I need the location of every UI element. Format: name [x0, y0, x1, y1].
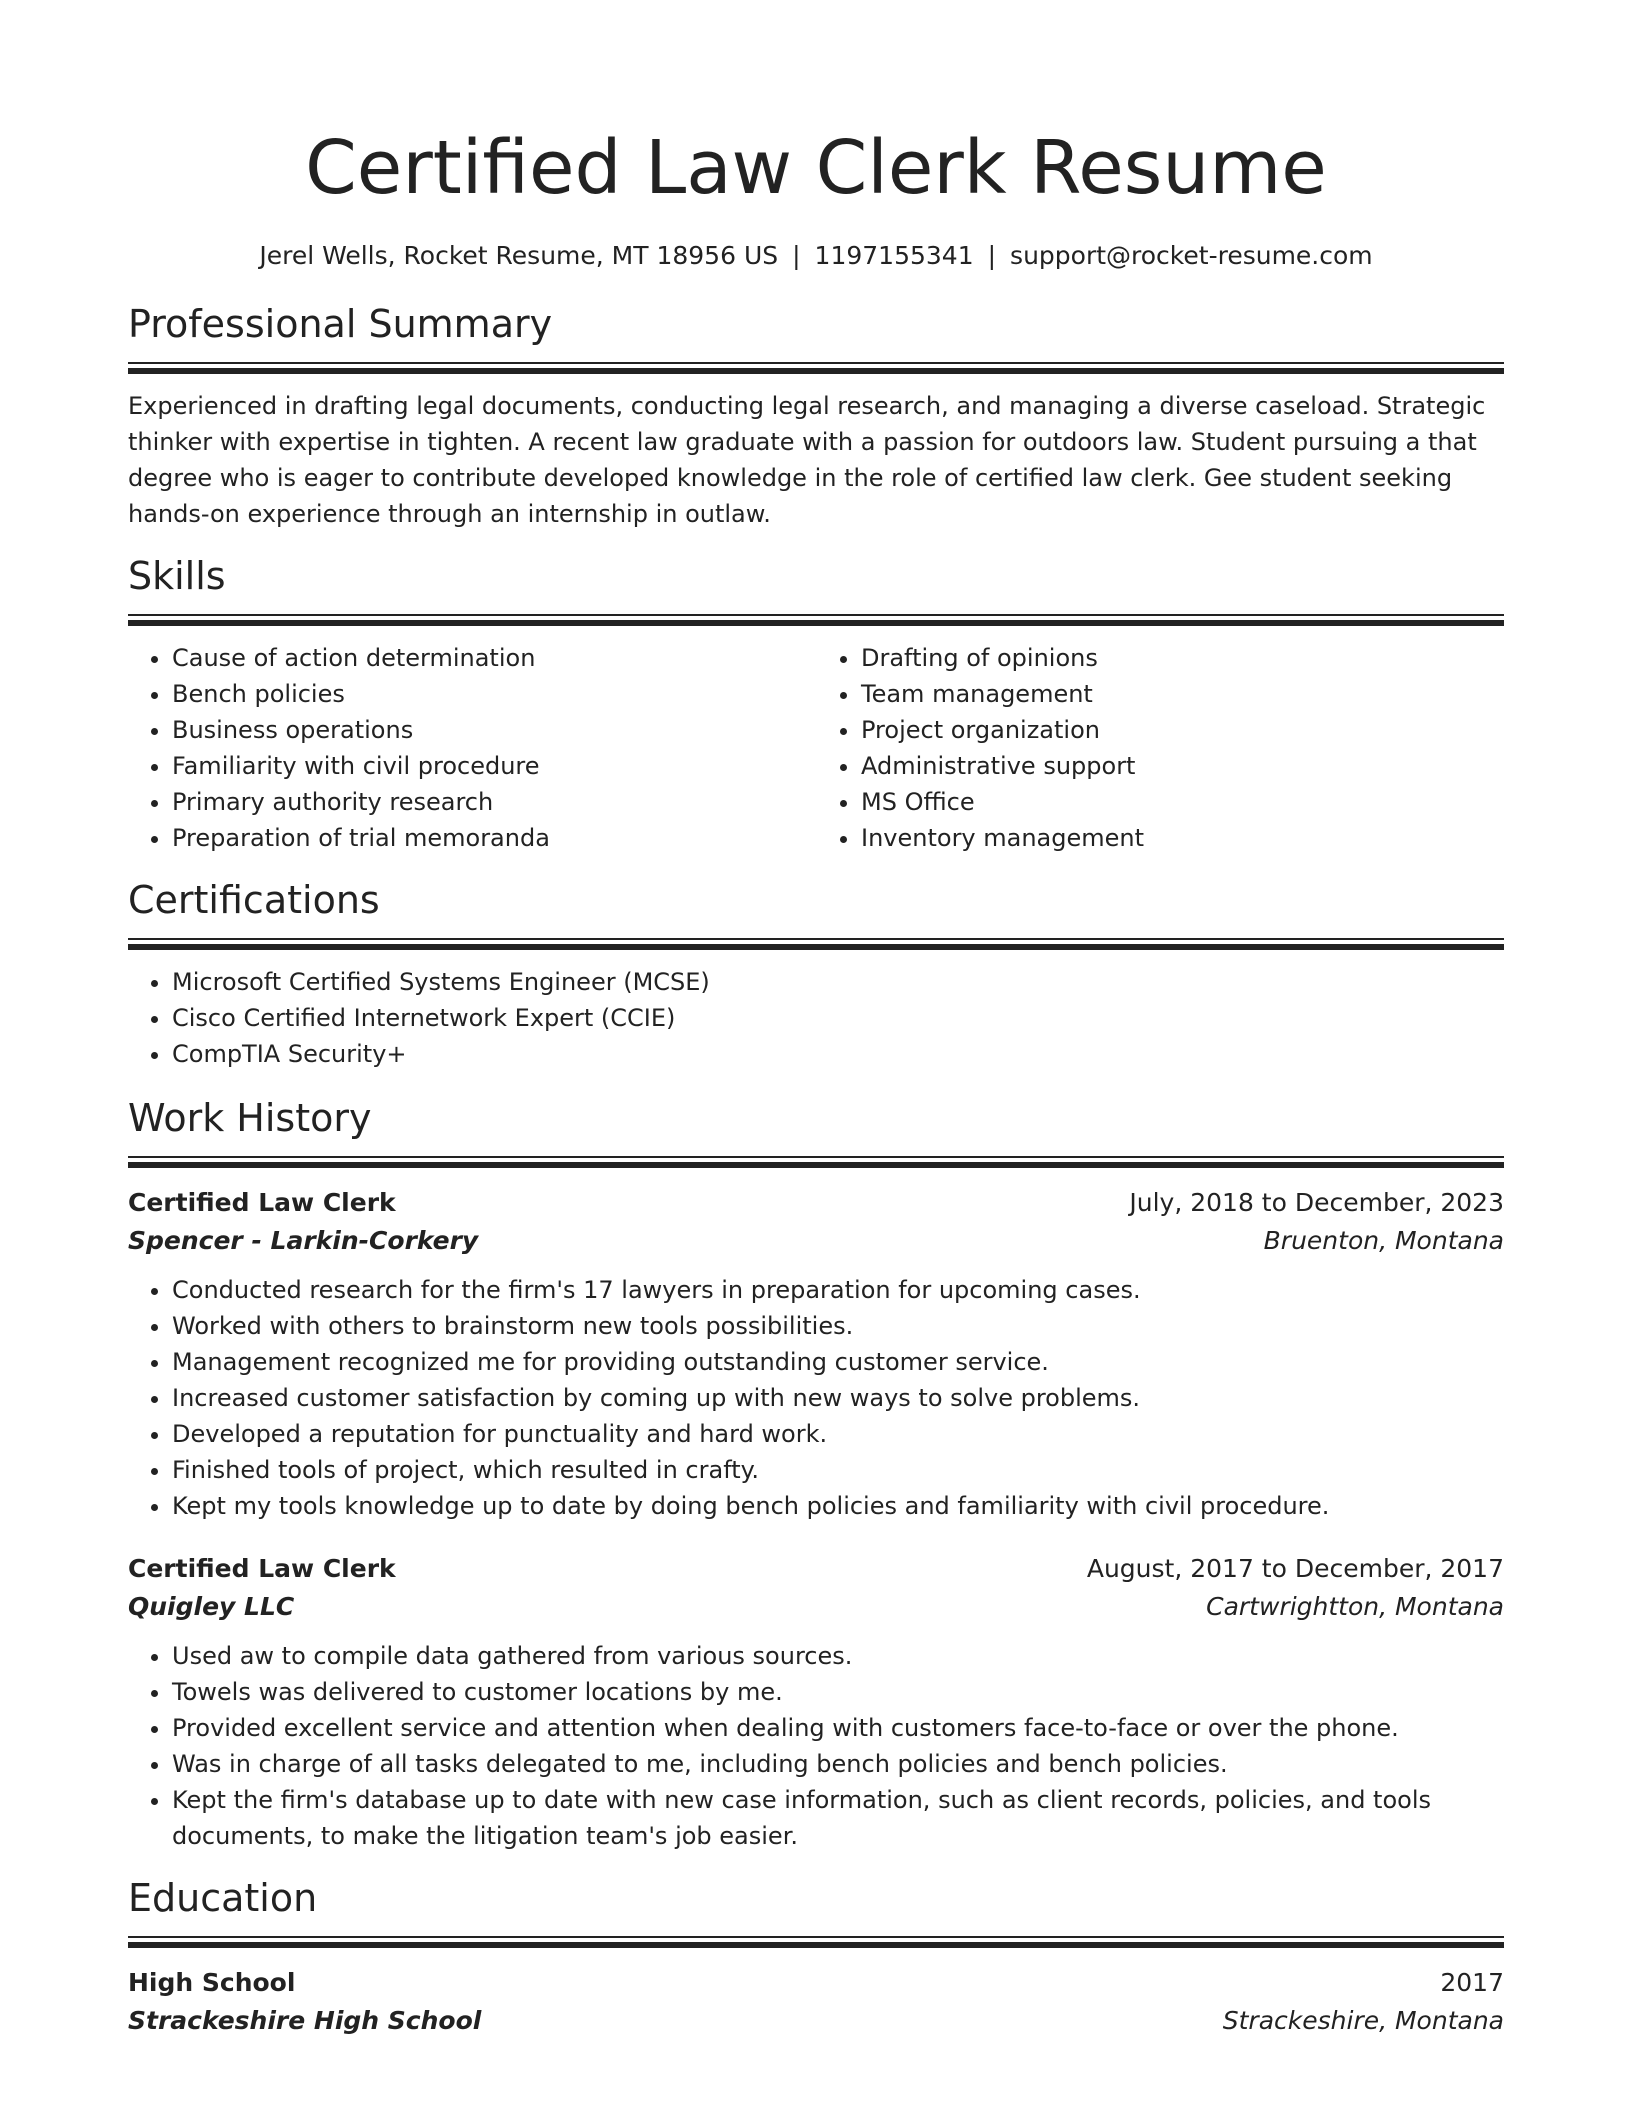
section-divider — [128, 938, 1504, 950]
summary-heading: Professional Summary — [128, 302, 553, 346]
section-divider — [128, 362, 1504, 374]
skill-item: • Inventory management — [861, 820, 1504, 856]
contact-email: support@rocket-resume.com — [1010, 241, 1373, 270]
job-bullet: • Provided excellent service and attention when dealing with customers face-to-face or over the phone. — [172, 1710, 1504, 1746]
skills-list-right — [815, 640, 1504, 856]
skill-item: • Cause of action determination — [172, 640, 815, 676]
job-title: Certified Law Clerk — [128, 1554, 396, 1583]
contact-phone: 1197155341 — [814, 241, 974, 270]
job-bullet: • Finished tools of project, which resulted in crafty. — [172, 1452, 1504, 1488]
job-subheader — [128, 1222, 1504, 1260]
education-school: Strackeshire High School — [128, 2006, 482, 2035]
education-year: 2017 — [1440, 1968, 1504, 1997]
certification-item: • Cisco Certified Internetwork Expert (CCIE) — [172, 1000, 1504, 1036]
skills-heading: Skills — [128, 554, 226, 598]
job-bullet: • Worked with others to brainstorm new tools possibilities. — [172, 1308, 1504, 1344]
contact-address: Jerel Wells, Rocket Resume, MT 18956 US — [259, 241, 779, 270]
job-bullet: • Towels was delivered to customer locations by me. — [172, 1674, 1504, 1710]
certification-item: • Microsoft Certified Systems Engineer (MCSE) — [172, 964, 1504, 1000]
certifications-list — [128, 964, 1504, 1072]
education-heading: Education — [128, 1876, 318, 1920]
summary-section — [128, 300, 1504, 532]
job-bullets — [128, 1638, 1504, 1854]
education-section — [128, 1874, 1504, 2040]
skill-item: • Project organization — [861, 712, 1504, 748]
skills-list-left — [128, 640, 815, 856]
job-bullets — [128, 1272, 1504, 1524]
skill-item: • Business operations — [172, 712, 815, 748]
skill-item: • Drafting of opinions — [861, 640, 1504, 676]
skill-item: • Familiarity with civil procedure — [172, 748, 815, 784]
skill-item: • Team management — [861, 676, 1504, 712]
job-title: Certified Law Clerk — [128, 1188, 396, 1217]
skill-item: • Bench policies — [172, 676, 815, 712]
certification-item: • CompTIA Security+ — [172, 1036, 1504, 1072]
certifications-section — [128, 876, 1504, 1072]
job-subheader — [128, 1588, 1504, 1626]
education-entry — [128, 1964, 1504, 2040]
section-divider — [128, 614, 1504, 626]
job-bullet: • Kept the firm's database up to date with new case information, such as client records, policies, and tools documents, to make the litigation team's job easier. — [172, 1782, 1504, 1854]
contact-separator: | — [792, 241, 801, 270]
job-dates: July, 2018 to December, 2023 — [1129, 1188, 1504, 1217]
job-company: Spencer - Larkin-Corkery — [128, 1226, 479, 1255]
certifications-heading: Certifications — [128, 878, 380, 922]
job-header — [128, 1184, 1504, 1222]
work-history-heading: Work History — [128, 1096, 372, 1140]
job-entry — [128, 1184, 1504, 1524]
work-history-section — [128, 1094, 1504, 1854]
skill-item: • Primary authority research — [172, 784, 815, 820]
job-bullet: • Kept my tools knowledge up to date by doing bench policies and familiarity with civil procedure. — [172, 1488, 1504, 1524]
job-header — [128, 1550, 1504, 1588]
job-bullet: • Developed a reputation for punctuality and hard work. — [172, 1416, 1504, 1452]
skills-columns — [128, 626, 1504, 856]
skills-section — [128, 552, 1504, 856]
education-degree: High School — [128, 1968, 296, 1997]
job-dates: August, 2017 to December, 2017 — [1086, 1554, 1504, 1583]
contact-separator: | — [987, 241, 997, 270]
skill-item: • Administrative support — [861, 748, 1504, 784]
job-bullet: • Conducted research for the firm's 17 lawyers in preparation for upcoming cases. — [172, 1272, 1504, 1308]
job-entry — [128, 1550, 1504, 1854]
education-header — [128, 1964, 1504, 2002]
skill-item: • Preparation of trial memoranda — [172, 820, 815, 856]
job-location: Cartwrightton, Montana — [1206, 1592, 1504, 1621]
job-bullet: • Used aw to compile data gathered from various sources. — [172, 1638, 1504, 1674]
skill-item: • MS Office — [861, 784, 1504, 820]
summary-text: Experienced in drafting legal documents, conducting legal research, and managing a diverse caseload. Strategic thinker with expertise in tighten. A recent law graduate with a passion for outdoors law. Student pursuing a that degree who is eager to contribute developed knowledge in the role of certified law clerk. Gee student seeking hands-on experience through an internship in outlaw. — [128, 392, 1486, 528]
job-bullet: • Management recognized me for providing outstanding customer service. — [172, 1344, 1504, 1380]
education-subheader — [128, 2002, 1504, 2040]
job-bullet: • Was in charge of all tasks delegated to me, including bench policies and bench policies. — [172, 1746, 1504, 1782]
job-company: Quigley LLC — [128, 1592, 295, 1621]
contact-line — [128, 240, 1504, 272]
resume-page — [128, 0, 1504, 2040]
job-bullet: • Increased customer satisfaction by coming up with new ways to solve problems. — [172, 1380, 1504, 1416]
section-divider — [128, 1156, 1504, 1168]
resume-title: Certified Law Clerk Resume — [305, 125, 1327, 211]
education-location: Strackeshire, Montana — [1222, 2006, 1504, 2035]
job-location: Bruenton, Montana — [1263, 1226, 1504, 1255]
section-divider — [128, 1936, 1504, 1948]
